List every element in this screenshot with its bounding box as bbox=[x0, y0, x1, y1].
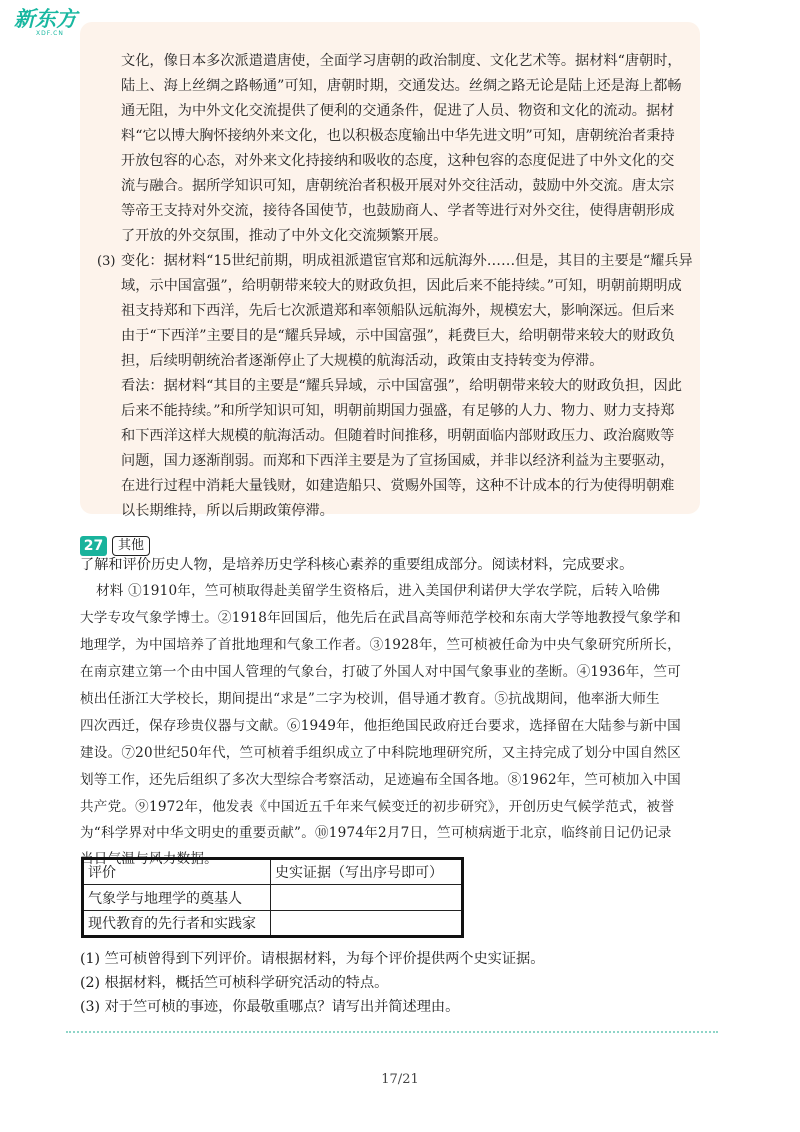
material-line: 为“科学界对中华文明史的重要贡献”。⑩1974年2月7日，竺可桢病逝于北京，临终前日记仍记录 bbox=[80, 825, 672, 841]
answer-line: 开放包容的心态，对外来文化持接纳和吸收的态度，这种包容的态度促进了中外文化的交 bbox=[121, 153, 675, 169]
page-number: 17/21 bbox=[381, 1072, 419, 1087]
answer-line: 问题，国力逐渐削弱。而郑和下西洋主要是为了宣扬国威，并非以经济利益为主要驱动， bbox=[121, 453, 675, 469]
dotted-divider bbox=[66, 1031, 718, 1033]
answer-line: 陆上、海上丝绸之路畅通”可知，唐朝时期，交通发达。丝绸之路无论是陆上还是海上都畅 bbox=[121, 78, 682, 94]
answer-line: 后来不能持续。”和所学知识可知，明朝前期国力强盛，有足够的人力、物力、财力支持郑 bbox=[121, 403, 675, 419]
material-line: 建设。⑦20世纪50年代，竺可桢着手组织成立了中科院地理研究所，又主持完成了划分中国自然区 bbox=[80, 745, 681, 761]
answer-line: 料“它以博大胸怀接纳外来文化，也以积极态度输出中华先进文明”可知，唐朝统治者秉持 bbox=[121, 128, 675, 144]
material-line: 四次西迁，保存珍贵仪器与文献。⑥1949年，他拒绝国民政府迁台要求，选择留在大陆参与新中国 bbox=[80, 718, 681, 734]
answer-line: 了开放的外交氛围，推动了中外文化交流频繁开展。 bbox=[121, 228, 448, 244]
answer-line: 看法：据材料“其目的主要是“耀兵异域，示中国富强”，给明朝带来较大的财政负担，因此 bbox=[121, 378, 682, 394]
table-row bbox=[83, 885, 463, 911]
material-line: 地理学，为中国培养了首批地理和气象工作者。③1928年，竺可桢被任命为中央气象研究所所长， bbox=[80, 637, 681, 653]
table-header-cell: 评价 bbox=[83, 859, 271, 885]
material-line: 大学专攻气象学博士。②1918年回国后，他先后在武昌高等师范学校和东南大学等地教授气象学和 bbox=[80, 610, 681, 626]
table-cell-answer bbox=[271, 885, 463, 911]
xdf-logo bbox=[14, 8, 84, 42]
answer-line: 流与融合。据所学知识可知，唐朝统治者积极开展对外交往活动，鼓励中外交流。唐太宗 bbox=[121, 178, 675, 194]
table-cell: 现代教育的先行者和实践家 bbox=[83, 911, 271, 937]
material-line: 共产党。⑨1972年，他发表《中国近五千年来气候变迁的初步研究》，开创历史气候学范式，被誉 bbox=[80, 799, 675, 815]
answer-line: 担，后续明朝统治者逐渐停止了大规模的航海活动，政策由支持转变为停滞。 bbox=[121, 353, 604, 369]
answer-line: 通无阻，为中外文化交流提供了便利的交通条件，促进了人员、物资和文化的流动。据材 bbox=[121, 103, 675, 119]
answer-line: 文化，像日本多次派遣遣唐使，全面学习唐朝的政治制度、文化艺术等。据材料“唐朝时， bbox=[121, 53, 682, 69]
answer-line: 祖支持郑和下西洋，先后七次派遣郑和率领船队远航海外，规模宏大，影响深远。但后来 bbox=[121, 303, 675, 319]
table-header-row bbox=[83, 859, 463, 885]
answer-line: 等帝王支持对外交流，接待各国使节，也鼓励商人、学者等进行对外交往，使得唐朝形成 bbox=[121, 203, 675, 219]
question-number-badge: 27 bbox=[80, 536, 107, 556]
answer-line: 在进行过程中消耗大量钱财，如建造船只、赏赐外国等，这种不计成本的行为使得明朝难 bbox=[121, 478, 675, 494]
table-cell: 气象学与地理学的奠基人 bbox=[83, 885, 271, 911]
answer-line: 变化：据材料“15世纪前期，明成祖派遣宦官郑和远航海外……但是，其目的主要是“耀兵异 bbox=[121, 253, 693, 269]
logo-subtext: XDF.CN bbox=[36, 30, 64, 37]
material-line: 划等工作，还先后组织了多次大型综合考察活动，足迹遍布全国各地。⑧1962年，竺可桢加入中国 bbox=[80, 772, 681, 788]
question-intro: 了解和评价历史人物，是培养历史学科核心素养的重要组成部分。阅读材料，完成要求。 bbox=[80, 557, 634, 573]
answer-line: 域，示中国富强”，给明朝带来较大的财政负担，因此后来不能持续。”可知，明朝前期明成 bbox=[121, 278, 682, 294]
question-type-tag: 其他 bbox=[112, 536, 150, 556]
sub-question-1: (1) 竺可桢曾得到下列评价。请根据材料，为每个评价提供两个史实证据。 bbox=[80, 951, 545, 967]
sub-question-3: (3) 对于竺可桢的事迹，你最敬重哪点？请写出并简述理由。 bbox=[80, 999, 460, 1015]
material-line: 桢出任浙江大学校长，期间提出“求是”二字为校训，倡导通才教育。⑤抗战期间，他率浙大师生 bbox=[80, 691, 660, 707]
evaluation-table bbox=[81, 857, 464, 938]
table-header-cell: 史实证据（写出序号即可） bbox=[271, 859, 463, 885]
table-row bbox=[83, 911, 463, 937]
table-cell-answer bbox=[271, 911, 463, 937]
logo-text: 新东方 bbox=[14, 7, 77, 31]
material-line: 在南京建立第一个由中国人管理的气象台，打破了外国人对中国气象事业的垄断。④1936年，竺可 bbox=[80, 664, 681, 680]
material-line: 材料 ①1910年，竺可桢取得赴美留学生资格后，进入美国伊利诺伊大学农学院，后转入哈佛 bbox=[96, 583, 661, 599]
answer-line: 由于“下西洋”主要目的是“耀兵异域，示中国富强”，耗费巨大，给明朝带来较大的财政负 bbox=[121, 328, 675, 344]
answer-line: 和下西洋这样大规模的航海活动。但随着时间推移，明朝面临内部财政压力、政治腐败等 bbox=[121, 428, 675, 444]
sub-question-2: (2) 根据材料，概括竺可桢科学研究活动的特点。 bbox=[80, 975, 389, 991]
answer-line: 以长期维持，所以后期政策停滞。 bbox=[121, 503, 334, 519]
answer-number-3: (3) bbox=[97, 254, 116, 269]
material-line: 当日气温与风力数据。 bbox=[80, 851, 218, 867]
